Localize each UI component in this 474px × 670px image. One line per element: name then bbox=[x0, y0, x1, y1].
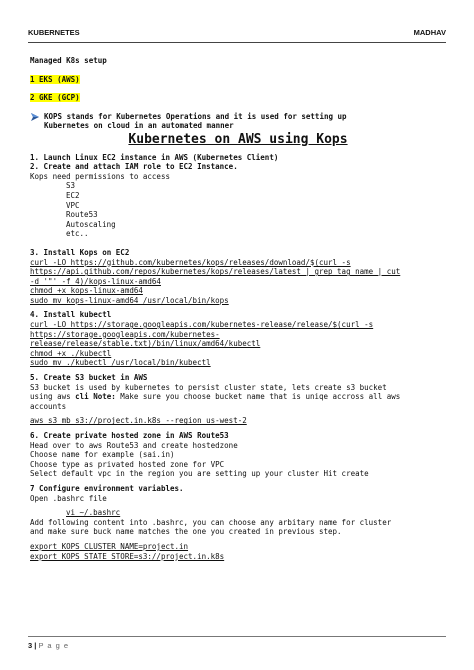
header-divider bbox=[28, 42, 446, 43]
arrow-bullet-icon bbox=[30, 112, 40, 122]
kops-note-line-2: Kubernetes on cloud in an automated manner bbox=[44, 121, 234, 131]
s3-text-part: using aws bbox=[30, 392, 76, 402]
managed-heading: Managed K8s setup bbox=[30, 56, 107, 65]
page-label: P a g e bbox=[38, 641, 70, 650]
add-content-line: and make sure buck name matches the one you created in previous step. bbox=[30, 527, 342, 537]
kubectl-install-line[interactable]: https://storage.googleapis.com/kubernetes- bbox=[30, 329, 220, 339]
step-6: 6. Create private hosted zone in AWS Route53 bbox=[30, 431, 229, 440]
s3-note-label: cli Note: bbox=[75, 392, 116, 402]
kubectl-install-line: chmod +x ./kubectl bbox=[30, 348, 112, 358]
kubectl-install-line[interactable]: curl -LO https://storage.googleapis.com/kubernetes-release/release/$(curl -s bbox=[30, 320, 374, 330]
gke-item: 2 GKE (GCP) bbox=[30, 93, 80, 103]
kubectl-install-line: sudo mv ./kubectl /usr/local/bin/kubectl bbox=[30, 358, 211, 368]
kops-install-line: sudo mv kops-linux-amd64 /usr/local/bin/kops bbox=[30, 295, 229, 305]
permission-item: VPC bbox=[66, 200, 80, 210]
route53-line: Choose type as privated hosted zone for VPC bbox=[30, 459, 225, 469]
step-1: 1. Launch Linux EC2 instance in AWS (Kubernetes Client) bbox=[30, 152, 279, 162]
permission-item: EC2 bbox=[66, 190, 80, 200]
s3-command: aws s3 mb s3://project.in.k8s --region us-west-2 bbox=[30, 416, 247, 426]
page-header bbox=[28, 28, 446, 42]
header-right: MADHAV bbox=[413, 28, 446, 37]
header-left: KUBERNETES bbox=[28, 28, 80, 37]
kubectl-install-line[interactable]: release/release/stable.txt)/bin/linux/amd64/kubectl bbox=[30, 339, 261, 349]
route53-line: Select default vpc in the region you are setting up your cluster Hit create bbox=[30, 469, 369, 479]
s3-text-line-3: accounts bbox=[30, 401, 67, 411]
kops-install-line: chmod +x kops-linux-amd64 bbox=[30, 286, 143, 296]
step-3: 3. Install Kops on EC2 bbox=[30, 247, 130, 257]
env-var-line: export KOPS_STATE_STORE=s3://project.in.k8s bbox=[30, 551, 225, 561]
step-5: 5. Create S3 bucket in AWS bbox=[30, 373, 148, 383]
footer-separator: | bbox=[34, 641, 37, 650]
page-content bbox=[30, 56, 446, 561]
kops-note-line-1: KOPS stands for Kubernetes Operations and it is used for setting up bbox=[44, 111, 347, 121]
permission-item: Autoscaling bbox=[66, 219, 116, 229]
s3-text-line-1: S3 bucket is used by kubernetes to persist cluster state, lets create s3 bucket bbox=[30, 382, 387, 392]
page-footer bbox=[28, 641, 69, 650]
permissions-list bbox=[30, 181, 446, 239]
route53-line: Choose name for example (sai.in) bbox=[30, 450, 175, 460]
route53-line: Head over to aws Route53 and create hostedzone bbox=[30, 440, 238, 450]
env-var-line: export KOPS_CLUSTER_NAME=project.in bbox=[30, 541, 189, 551]
page-number: 3 bbox=[28, 641, 33, 650]
kops-note bbox=[30, 112, 446, 131]
s3-text-part: Make sure you choose bucket name that is uniqe accross all aws bbox=[115, 392, 401, 402]
footer-divider bbox=[28, 636, 446, 637]
bashrc-command: vi ~/.bashrc bbox=[66, 508, 121, 518]
kops-install-line[interactable]: curl -LO https://github.com/kubernetes/kops/releases/download/$(curl -s bbox=[30, 257, 351, 267]
permission-item: Route53 bbox=[66, 210, 98, 220]
step-7: 7 Configure environment variables. bbox=[30, 483, 184, 493]
open-bashrc: Open .bashrc file bbox=[30, 493, 107, 503]
permissions-intro: Kops need permissions to access bbox=[30, 171, 170, 181]
page-title: Kubernetes on AWS using Kops bbox=[128, 131, 348, 147]
kops-install-line[interactable]: -d '"' -f 4)/kops-linux-amd64 bbox=[30, 276, 161, 286]
eks-item: 1 EKS (AWS) bbox=[30, 74, 80, 84]
s3-text-line-2 bbox=[30, 392, 446, 402]
permission-item: etc.. bbox=[66, 229, 89, 239]
add-content-line: Add following content into .bashrc, you can choose any arbitary name for cluster bbox=[30, 517, 392, 527]
step-4: 4. Install kubectl bbox=[30, 310, 112, 320]
kops-install-line[interactable]: https://api.github.com/repos/kubernetes/kops/releases/latest | grep tag_name | cut bbox=[30, 267, 401, 277]
permission-item: S3 bbox=[66, 181, 76, 191]
step-2: 2. Create and attach IAM role to EC2 Instance. bbox=[30, 162, 238, 172]
